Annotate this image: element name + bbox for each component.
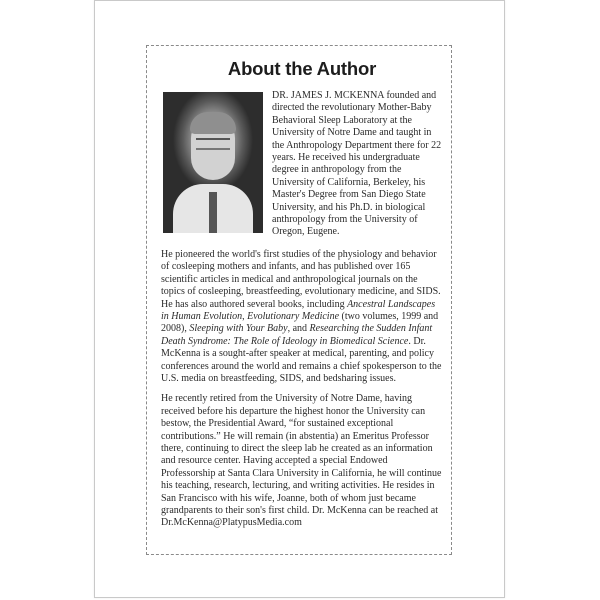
bio-paragraph-3: He recently retired from the University of Notre Dame, having received before his departure the highest honor the University can bestow, the Presidential Award, “for sustained exceptional contributions.” He will remain (in abstentia) an Emeritus Professor there, continuing to direct the sleep lab he created as an information and resource center. Having accepted a special Endowed Professorship at Santa Clara University in California, he will continue his teaching, research, lecturing, and writing activities. He resides in San Francisco with his wife, Joanne, both of whom just became grandparents to their son's first child. Dr. McKenna can be reached at Dr.McKenna@PlatypusMedia.com xyxy=(161,393,442,529)
page-title: About the Author xyxy=(227,58,377,79)
author-bio-box xyxy=(146,45,452,555)
bio-paragraph-2 xyxy=(161,249,443,385)
bio-text: He pioneered the world's first studies of the physiology and behavior of cosleeping mothers and infants, and has published over 165 scientific articles in medical and anthropological journals on the topics of cosleeping, breastfeeding, evolutionary medicine, and SIDS. He has also authored several books, including xyxy=(161,248,441,310)
book-title: Evolutionary Medicine xyxy=(247,310,340,322)
book-title: Ancestral Landscapes in Human Evolution xyxy=(161,298,436,322)
photo-hair-shape xyxy=(190,112,236,134)
book-title: Sleeping with Your Baby xyxy=(189,323,288,335)
author-photo xyxy=(163,92,263,233)
photo-tie-shape xyxy=(209,192,217,233)
bio-text: (two volumes, 1999 and 2008), xyxy=(161,310,439,335)
bio-text: . Dr. McKenna is a sought-after speaker at medical, parenting, and policy conferences around the world and remains a chief spokesperson to the U.S. media on breastfeeding, SIDS, and bedsharing issues. xyxy=(161,335,442,384)
book-page xyxy=(94,0,505,598)
bio-paragraph-1: DR. JAMES J. MCKENNA founded and directed the revolutionary Mother-Baby Behavioral Sleep Laboratory at the University of Notre Dame and taught in the Anthropology Department there for 22 years. He received his undergraduate degree in anthropology from the University of California, Berkeley, his Master's Degree from San Diego State University, and his Ph.D. in biological anthropology from the University of Oregon, Eugene. xyxy=(272,90,442,238)
book-title: Researching the Sudden Infant Death Syndrome: The Role of Ideology in Biomedical Science xyxy=(161,323,433,347)
photo-glasses-shape xyxy=(196,138,230,150)
bio-text: , xyxy=(242,310,248,322)
bio-text: , and xyxy=(287,323,310,335)
